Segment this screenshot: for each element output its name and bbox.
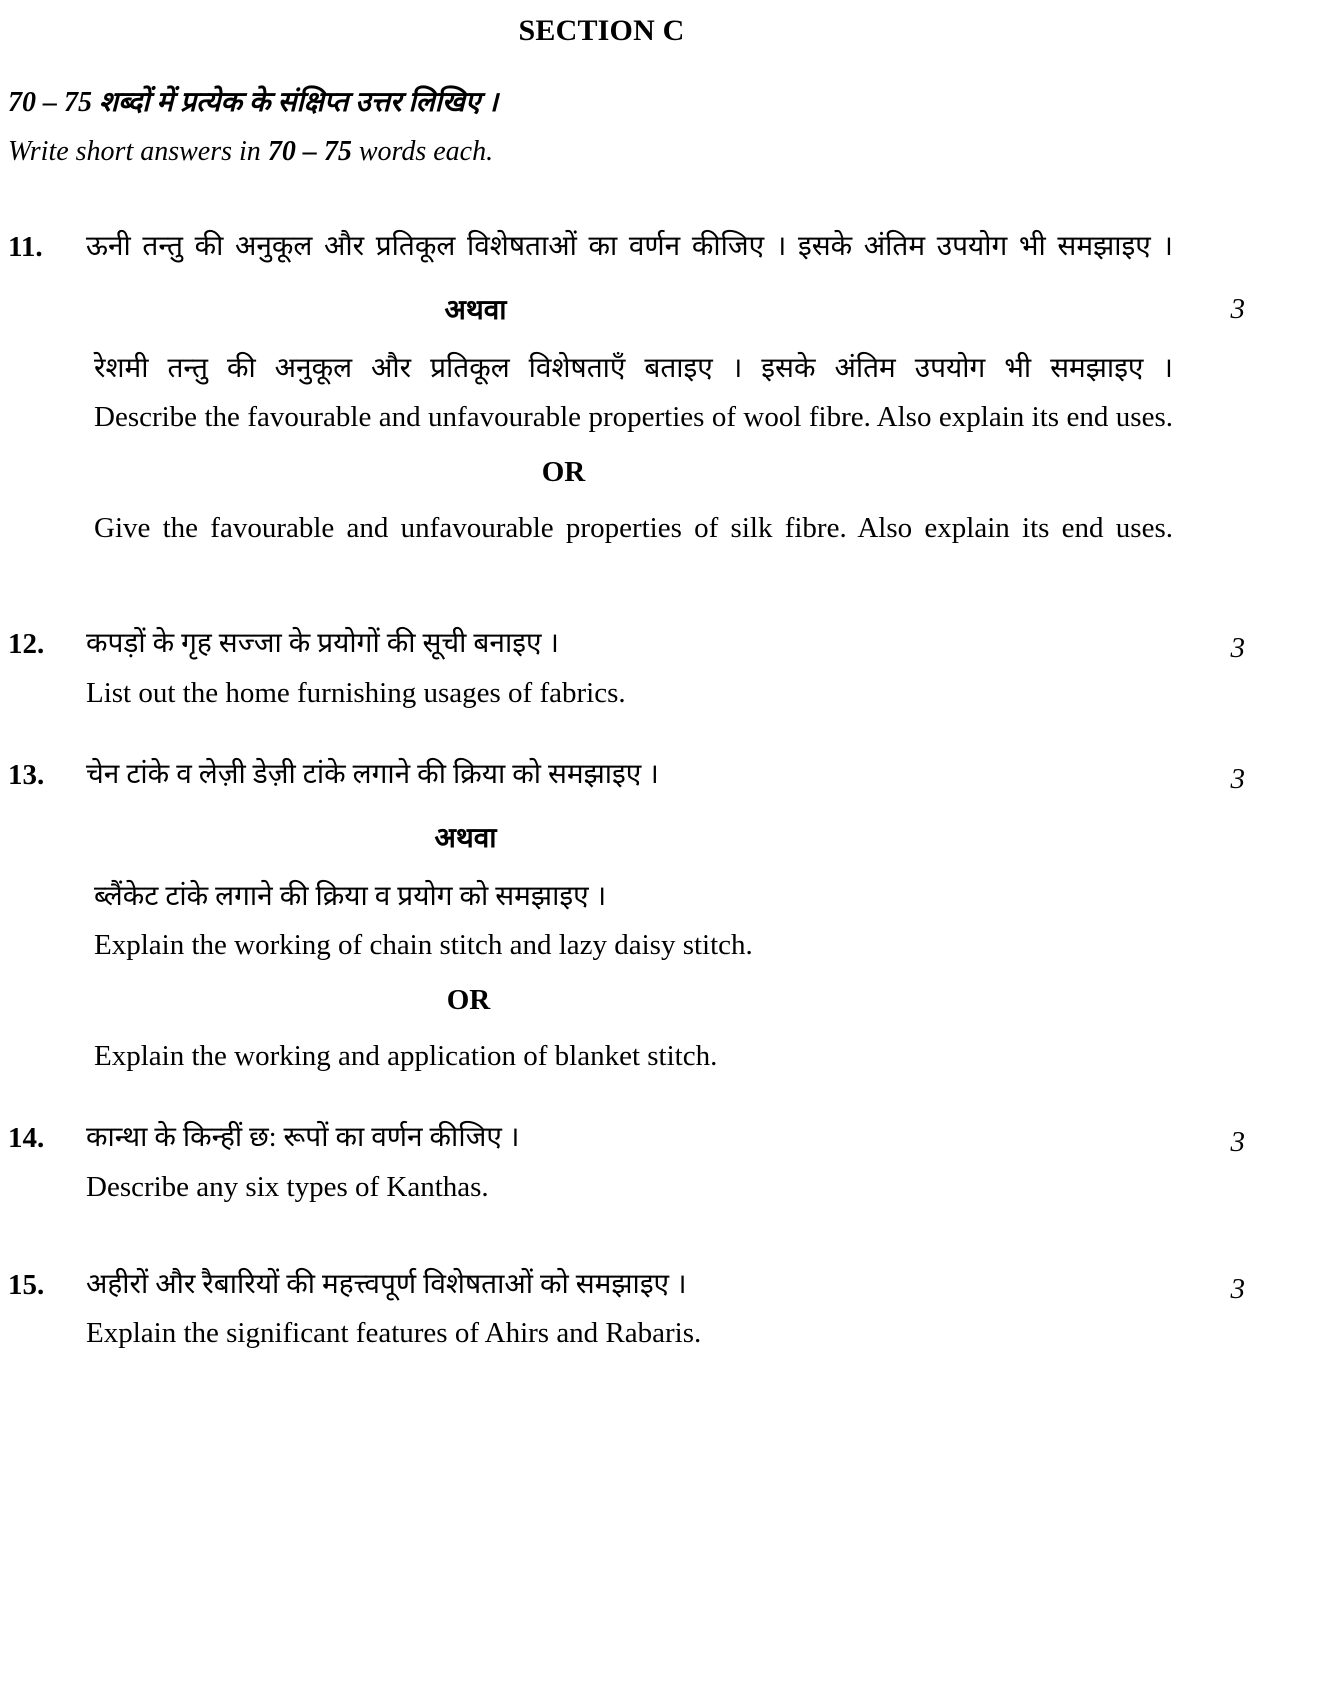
or-label-english-11: OR: [541, 456, 586, 489]
instruction-hindi: [8, 82, 1323, 125]
question-11-english-alt: Give the favourable and unfavourable properties of silk fibre. Also explain its end uses.: [94, 512, 1173, 545]
question-14-hindi: कान्था के किन्हीं छ: रूपों का वर्णन कीजिए ।: [86, 1122, 520, 1154]
question-12-head: [8, 623, 1173, 714]
question-12-body: [86, 623, 1173, 714]
question-13-body: [86, 754, 1173, 797]
question-13-english-alt: Explain the working and application of blanket stitch.: [94, 1040, 718, 1073]
question-11-hindi-alt: रेशमी तन्तु की अनुकूल और प्रतिकूल विशेषताएँ बताइए । इसके अंतिम उपयोग भी समझाइए ।: [94, 352, 1173, 384]
question-12-english: List out the home furnishing usages of fabrics.: [86, 677, 626, 710]
marks-14: 3: [1230, 1126, 1245, 1159]
marks-12: 3: [1230, 632, 1245, 665]
instruction-english-range: 70 – 75: [267, 135, 352, 167]
question-13-hindi: चेन टांके व लेज़ी डेज़ी टांके लगाने की क्रिया को समझाइए ।: [86, 759, 659, 791]
question-11-head: [8, 226, 1173, 270]
question-11-number: 11.: [8, 231, 43, 264]
question-12: [0, 623, 1323, 714]
section-title: SECTION C: [518, 14, 685, 47]
question-11: [0, 226, 1323, 549]
question-14-body: [86, 1117, 1173, 1208]
question-11-hindi: ऊनी तन्तु की अनुकूल और प्रतिकूल विशेषताओं का वर्णन कीजिए । इसके अंतिम उपयोग भी समझाइए ।: [86, 231, 1173, 263]
question-13-number: 13.: [8, 759, 45, 792]
question-11-english: Describe the favourable and unfavourable properties of wool fibre. Also explain its end uses.: [94, 401, 1173, 434]
question-14-head: [8, 1117, 1173, 1208]
question-15-head: [8, 1264, 1173, 1355]
question-13-hindi-alt: ब्लैंकेट टांके लगाने की क्रिया व प्रयोग को समझाइए ।: [94, 880, 607, 912]
question-13-head: [8, 754, 1173, 798]
instruction-english-post: words each.: [351, 135, 494, 167]
question-15: [0, 1264, 1323, 1355]
question-14: [0, 1117, 1323, 1208]
or-label-english-13: OR: [446, 984, 491, 1017]
question-15-body: [86, 1264, 1173, 1355]
instruction-english: [8, 133, 1323, 171]
marks-11: 3: [1230, 293, 1245, 326]
or-label-hindi-13: अथवा: [434, 822, 497, 854]
question-11-alt-block: [8, 348, 1173, 550]
question-15-english: Explain the significant features of Ahirs and Rabaris.: [86, 1317, 702, 1350]
question-13: [0, 754, 1323, 1077]
question-14-number: 14.: [8, 1122, 45, 1155]
question-11-body: [86, 226, 1173, 269]
or-label-hindi-11: अथवा: [444, 294, 507, 326]
instruction-hindi-text: शब्दों में प्रत्येक के संक्षिप्त उत्तर लिखिए ।: [92, 87, 499, 118]
instruction-hindi-range: 70 – 75: [8, 87, 92, 118]
instructions-block: [0, 82, 1323, 170]
question-12-hindi: कपड़ों के गृह सज्जा के प्रयोगों की सूची बनाइए ।: [86, 628, 560, 660]
question-12-number: 12.: [8, 628, 45, 661]
question-15-hindi: अहीरों और रैबारियों की महत्त्वपूर्ण विशेषताओं को समझाइए ।: [86, 1268, 687, 1300]
marks-15: 3: [1230, 1272, 1245, 1305]
exam-page: [0, 14, 1323, 1689]
marks-13: 3: [1230, 763, 1245, 796]
question-14-english: Describe any six types of Kanthas.: [86, 1170, 489, 1203]
question-13-alt-block: [8, 876, 1173, 1078]
question-13-english: Explain the working of chain stitch and lazy daisy stitch.: [94, 929, 753, 962]
question-15-number: 15.: [8, 1268, 45, 1301]
instruction-english-pre: Write short answers in: [8, 135, 268, 167]
